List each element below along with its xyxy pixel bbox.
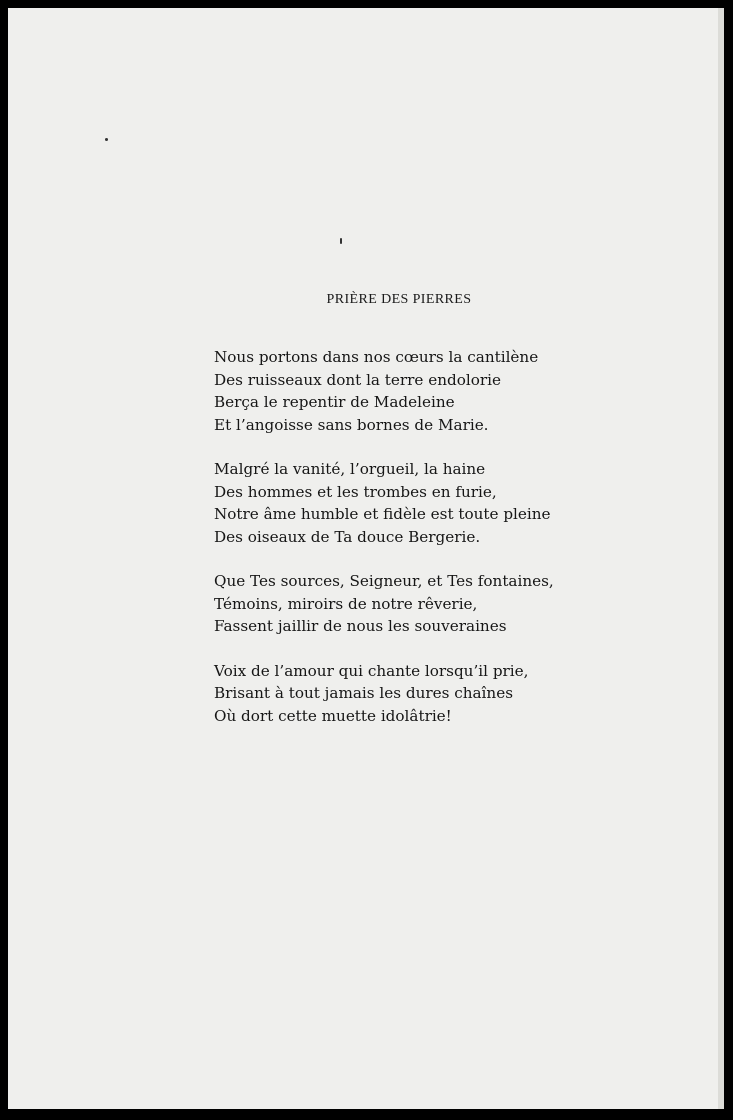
poem-line: Que Tes sources, Seigneur, et Tes fontaines, xyxy=(214,572,554,590)
stanza xyxy=(214,458,634,548)
ink-speck xyxy=(105,138,108,141)
poem-line: Nous portons dans nos cœurs la cantilène xyxy=(214,348,539,366)
stanza xyxy=(214,660,634,728)
poem-line: Brisant à tout jamais les dures chaînes xyxy=(214,684,513,702)
poem-line: Des oiseaux de Ta douce Bergerie. xyxy=(214,527,481,546)
poem-line: Fassent jaillir de nous les souveraines xyxy=(214,617,507,635)
poem-line: Malgré la vanité, l’orgueil, la haine xyxy=(214,460,486,478)
poem-line: Des hommes et les trombes en furie, xyxy=(214,482,497,501)
ink-speck xyxy=(340,238,342,244)
page-edge xyxy=(718,8,724,1109)
book-page xyxy=(8,8,724,1109)
poem-body xyxy=(214,346,634,749)
poem-line: Témoins, miroirs de notre rêverie, xyxy=(214,594,478,613)
poem-line: Des ruisseaux dont la terre endolorie xyxy=(214,370,501,389)
poem-line: Et l’angoisse sans bornes de Marie. xyxy=(214,415,489,434)
stanza xyxy=(214,570,634,638)
stanza xyxy=(214,346,634,436)
poem-line: Voix de l’amour qui chante lorsqu’il prie, xyxy=(214,661,529,680)
poem-line: Où dort cette muette idolâtrie! xyxy=(214,706,452,725)
poem-line: Notre âme humble et fidèle est toute pleine xyxy=(214,505,551,523)
poem-line: Berça le repentir de Madeleine xyxy=(214,393,455,411)
poem-title: PRIÈRE DES PIERRES xyxy=(326,292,472,307)
